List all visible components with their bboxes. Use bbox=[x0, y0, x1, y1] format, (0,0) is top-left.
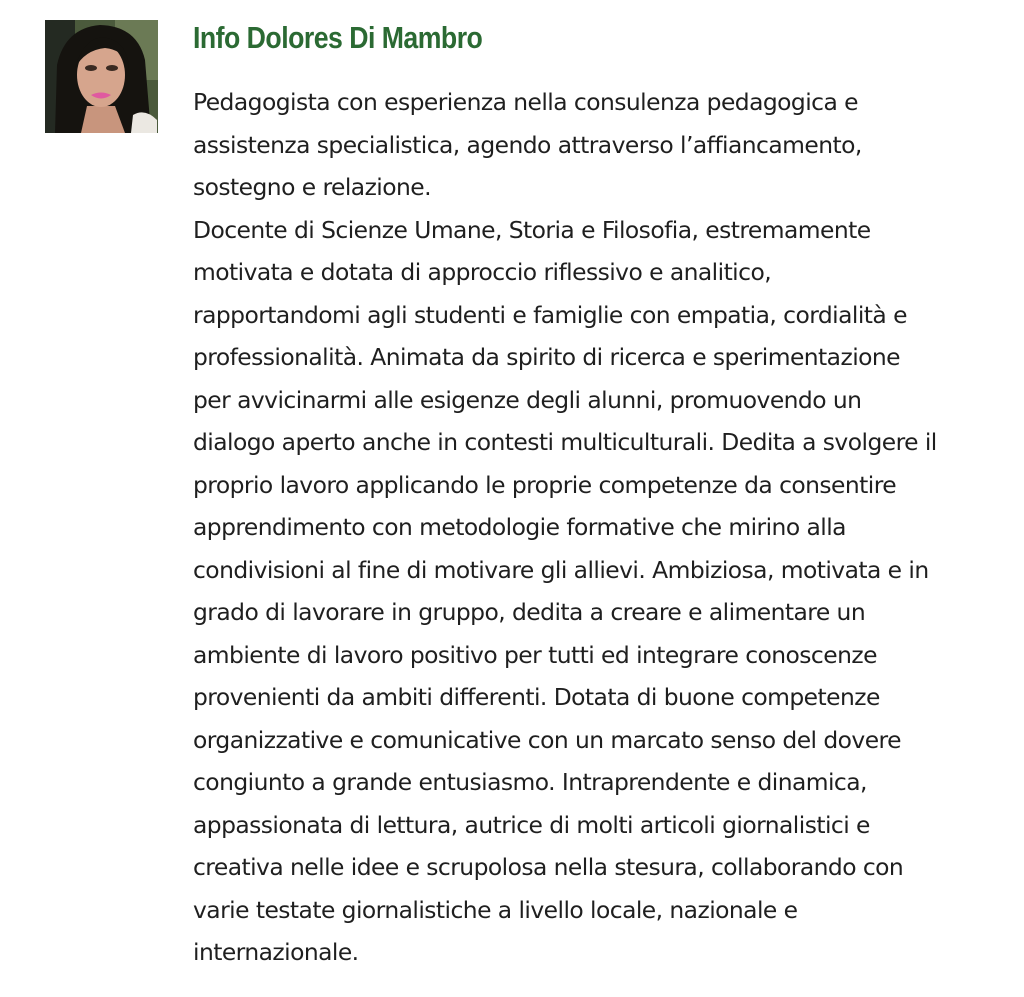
bio-line: proprio lavoro applicando le proprie competenze da consentire bbox=[193, 470, 897, 499]
bio-line: internazionale. bbox=[193, 938, 359, 966]
bio-line: ambiente di lavoro positivo per tutti ed integrare conoscenze bbox=[193, 640, 877, 669]
bio-line: varie testate giornalistiche a livello locale, nazionale e bbox=[193, 895, 798, 924]
bio-line: appassionata di lettura, autrice di molti articoli giornalistici e bbox=[193, 810, 870, 839]
bio-line: Pedagogista con esperienza nella consulenza pedagogica e bbox=[193, 88, 858, 116]
portrait-image bbox=[45, 20, 158, 133]
bio-line: provenienti da ambiti differenti. Dotata di buone competenze bbox=[193, 683, 880, 711]
author-avatar bbox=[45, 20, 158, 133]
bio-line: grado di lavorare in gruppo, dedita a creare e alimentare un bbox=[193, 598, 866, 626]
bio-line: motivata e dotata di approccio riflessivo e analitico, bbox=[193, 258, 772, 286]
author-title: Info Dolores Di Mambro bbox=[193, 20, 483, 55]
author-bio bbox=[193, 81, 993, 974]
bio-line: condivisioni al fine di motivare gli allievi. Ambiziosa, motivata e in bbox=[193, 555, 929, 584]
bio-line: organizzative e comunicative con un marcato senso del dovere bbox=[193, 725, 901, 754]
bio-line: sostegno e relazione. bbox=[193, 173, 432, 201]
bio-line: professionalità. Animata da spirito di ricerca e sperimentazione bbox=[193, 343, 901, 371]
bio-line: Docente di Scienze Umane, Storia e Filosofia, estremamente bbox=[193, 215, 871, 244]
bio-line: rapportandomi agli studenti e famiglie con empatia, cordialità e bbox=[193, 300, 907, 329]
bio-line: apprendimento con metodologie formative che mirino alla bbox=[193, 513, 846, 541]
bio-line: congiunto a grande entusiasmo. Intraprendente e dinamica, bbox=[193, 768, 867, 796]
bio-line: creativa nelle idee e scrupolosa nella stesura, collaborando con bbox=[193, 853, 904, 881]
bio-line: dialogo aperto anche in contesti multiculturali. Dedita a svolgere il bbox=[193, 428, 937, 456]
bio-line: per avvicinarmi alle esigenze degli alunni, promuovendo un bbox=[193, 385, 862, 414]
bio-line: assistenza specialistica, agendo attraverso l’affiancamento, bbox=[193, 130, 862, 159]
